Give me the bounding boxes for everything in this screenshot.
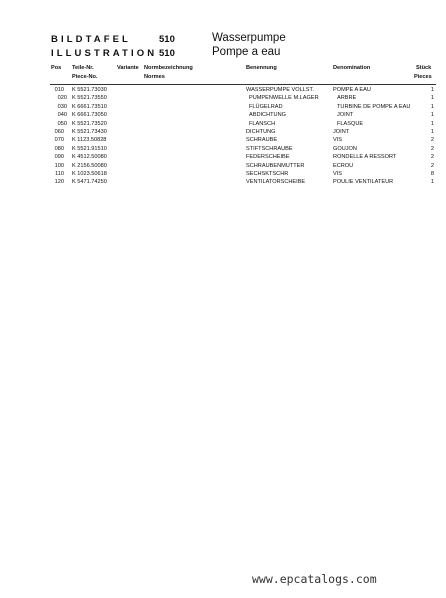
row-pos: 060 xyxy=(54,128,64,135)
row-benennung: FEDERSCHEIBE xyxy=(246,154,290,161)
row-qty: 8 xyxy=(430,170,434,177)
row-benennung: SCHRAUBE xyxy=(246,137,278,144)
row-qty: 2 xyxy=(430,154,434,161)
row-part-number: K 4512.50080 xyxy=(72,154,107,161)
row-denomination: RONDELLE A RESSORT xyxy=(333,154,397,161)
row-part-number: K 1123.50828 xyxy=(72,137,107,144)
row-part-number: K 1023.50618 xyxy=(72,170,107,177)
row-qty: 2 xyxy=(430,162,434,169)
row-denomination: POULIE VENTILATEUR xyxy=(333,179,394,186)
col-part-fr: Piece-No. xyxy=(72,74,98,80)
header-rule xyxy=(50,84,436,85)
row-part-number: K 6661.73510 xyxy=(72,103,107,110)
table-row xyxy=(0,145,446,153)
footer-url: www.epcatalogs.com xyxy=(252,572,377,586)
row-pos: 090 xyxy=(54,154,64,161)
row-benennung: SCHRAUBENMUTTER xyxy=(246,162,305,169)
row-pos: 030 xyxy=(57,103,67,110)
header-number-fr: 510 xyxy=(159,48,175,59)
row-part-number: K 5521.91510 xyxy=(72,145,107,152)
row-qty: 2 xyxy=(430,145,434,152)
header-label-de: BILDTAFEL xyxy=(51,34,131,45)
row-benennung: DICHTUNG xyxy=(246,128,276,135)
col-norm-fr: Normes xyxy=(144,74,165,80)
row-qty: 2 xyxy=(430,137,434,144)
table-row xyxy=(0,170,446,178)
table-row xyxy=(0,103,446,111)
table-row xyxy=(0,128,446,136)
row-denomination: JOINT xyxy=(333,128,350,135)
row-denomination: VIS xyxy=(333,137,343,144)
row-pos: 070 xyxy=(54,137,64,144)
row-qty: 1 xyxy=(430,112,434,119)
col-part-de: Teile-Nr. xyxy=(72,65,94,71)
row-pos: 040 xyxy=(57,112,67,119)
row-pos: 080 xyxy=(54,145,64,152)
row-pos: 010 xyxy=(54,87,64,93)
header-number-de: 510 xyxy=(159,34,175,45)
row-benennung: STIFTSCHRAUBE xyxy=(246,145,293,152)
row-benennung: WASSERPUMPE VOLLST. xyxy=(246,87,314,93)
row-qty: 1 xyxy=(430,128,434,135)
row-part-number: K 5521.73030 xyxy=(72,87,107,93)
table-row xyxy=(0,136,446,144)
col-norm-de: Normbezeichnung xyxy=(144,65,193,71)
row-denomination: POMPE A EAU xyxy=(333,87,371,93)
col-qty-fr: Pieces xyxy=(414,74,432,80)
row-benennung: ABDICHTUNG xyxy=(249,112,286,119)
col-denomination: Denomination xyxy=(333,65,371,71)
row-benennung: VENTILATORSCHEIBE xyxy=(246,179,306,186)
column-headers xyxy=(0,65,446,85)
row-benennung: PUMPENWELLE M.LAGER xyxy=(249,95,319,102)
row-part-number: K 5521.73520 xyxy=(72,120,107,127)
table-row xyxy=(0,94,446,102)
col-qty-de: Stück xyxy=(416,65,432,71)
col-benennung: Benennung xyxy=(246,65,277,71)
row-part-number: K 5521.73550 xyxy=(72,95,107,102)
row-pos: 120 xyxy=(54,179,64,186)
table-row xyxy=(0,120,446,128)
row-qty: 1 xyxy=(430,179,434,186)
row-benennung: SECHSKTSCHR xyxy=(246,170,289,177)
table-row xyxy=(0,86,446,94)
row-denomination: VIS xyxy=(333,170,343,177)
row-qty: 1 xyxy=(430,87,434,93)
row-qty: 1 xyxy=(430,120,434,127)
row-part-number: K 5521.73430 xyxy=(72,128,107,135)
row-part-number: K 2156.50080 xyxy=(72,162,107,169)
row-pos: 100 xyxy=(54,162,64,169)
col-pos: Pos xyxy=(51,65,62,71)
row-denomination: ECROU xyxy=(333,162,354,169)
row-denomination: ARBRE xyxy=(337,95,357,102)
col-variant: Variante xyxy=(117,65,139,71)
header-title-de: Wasserpumpe xyxy=(212,32,286,44)
row-denomination: JOINT xyxy=(337,112,354,119)
table-row xyxy=(0,178,446,186)
table-row xyxy=(0,153,446,161)
header-title-fr: Pompe a eau xyxy=(212,46,281,58)
table-row xyxy=(0,162,446,170)
table-row xyxy=(0,111,446,119)
row-part-number: K 5471.74250 xyxy=(72,179,107,186)
row-benennung: FLÜGELRAD xyxy=(249,103,283,110)
row-pos: 050 xyxy=(57,120,67,127)
parts-table xyxy=(0,86,446,187)
row-denomination: GOUJON xyxy=(333,145,357,152)
row-pos: 020 xyxy=(57,95,67,102)
row-denomination: TURBINE DE POMPE A EAU xyxy=(337,103,411,110)
row-qty: 1 xyxy=(430,103,434,110)
row-denomination: FLASQUE xyxy=(337,120,364,127)
header-label-fr: ILLUSTRATION xyxy=(51,48,158,59)
row-benennung: FLANSCH xyxy=(249,120,276,127)
row-part-number: K 6661.73050 xyxy=(72,112,107,119)
row-pos: 110 xyxy=(55,170,64,177)
row-qty: 1 xyxy=(430,95,434,102)
